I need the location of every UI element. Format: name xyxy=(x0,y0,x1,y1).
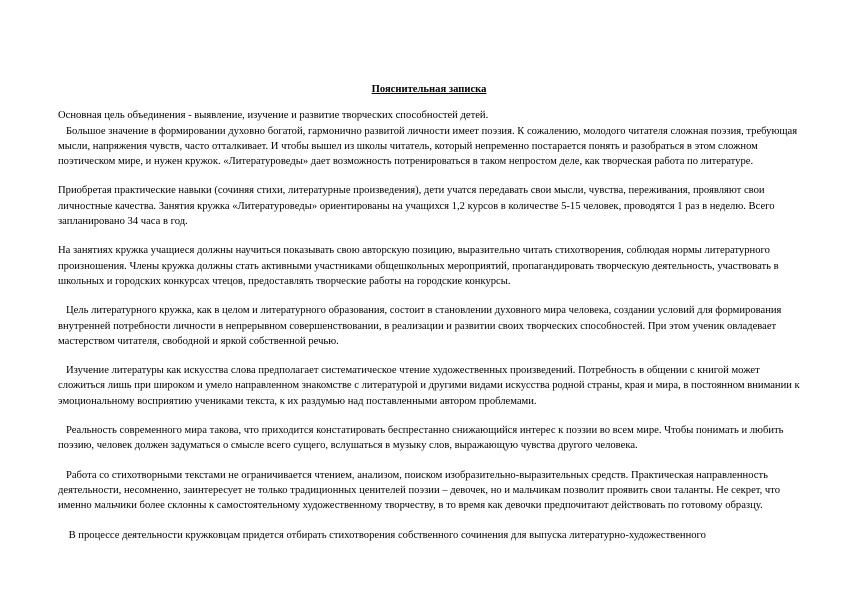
paragraph-practical-skills: Приобретая практические навыки (сочиняя стихи, литературные произведения), дети учатся передавать свои мысли, чувства, переживания, проявляют свои личностные качества. Занятия кружка «Литературоведы» ориентированы на учащихся 1,2 курсов в количестве 5-15 человек, проводятся 1 раз в неделю. Всего запланировано 34 часа в год. xyxy=(58,185,778,228)
paragraph-poetry-importance: Большое значение в формировании духовно богатой, гармонично развитой личности имеет поэзия. К сожалению, молодого читателя сложная поэзия, требующая мысли, напряжения чувств, часто отталкивает. И чтобы вышел из школы читатель, который непременно постарается понять и разобраться в этом сложном поэтическом мире, и нужен кружок. «Литературоведы» дает возможность потренироваться в таком непростом деле, как творческая работа по литературе. xyxy=(58,125,800,168)
paragraph-gap xyxy=(58,409,800,423)
paragraph-gap xyxy=(58,289,800,303)
paragraph-gap xyxy=(58,454,800,468)
paragraph-gap xyxy=(58,229,800,243)
paragraph-poetic-texts: Работа со стихотворными текстами не ограничивается чтением, анализом, поиском изобразительно-выразительных средств. Практическая направленность деятельности, несомненно, заинтересует не только традиционных ценителей поэзии – девочек, но и мальчикам позволит проявить свои таланты. Не секрет, что именно мальчики более склонны к самостоятельному художественному творчеству, в то время как девочки предпочитают действовать по готовому образцу. xyxy=(58,469,783,512)
paragraph-modern-reality: Реальность современного мира такова, что приходится констатировать беспрестанно снижающийся интерес к поэзии во всем мире. Чтобы понимать и любить поэзию, человек должен задуматься о смысле всего сущего, вслушаться в музыку слов, выражающую чувства другого человека. xyxy=(58,425,787,452)
document-title: Пояснительная записка xyxy=(371,84,487,95)
paragraph-literature-study: Изучение литературы как искусства слова предполагает систематическое чтение художественных произведений. Потребность в общении с книгой может сложиться лишь при широком и умело направленном знакомстве с литературой и другими видами искусства родной страны, края и мира, в постоянном внимании к эмоциональному восприятию учениками текста, к их раздумью над поставленными автором проблемами. xyxy=(58,365,803,407)
paragraph-gap xyxy=(58,349,800,363)
paragraph-selection-process: В процессе деятельности кружковцам придется отбирать стихотворения собственного сочинения для выпуска литературно-художественного xyxy=(58,529,706,541)
paragraph-gap xyxy=(58,514,800,528)
paragraph-club-activities: На занятиях кружка учащиеся должны научиться показывать свою авторскую позицию, выразительно читать стихотворения, соблюдая нормы литературного произношения. Члены кружка должны стать активными участниками общешкольных мероприятий, пропагандировать творческую деятельность, участвовать в школьных и городских конкурсах чтецов, предоставлять творческие работы на городские конкурсы. xyxy=(58,245,782,287)
document-page xyxy=(58,82,803,543)
paragraph-club-purpose: Цель литературного кружка, как в целом и литературного образования, состоит в становлении духовного мира человека, создании условий для формирования внутренней потребности личности в непрерывном совершенствовании, в реализации и развитии своих творческих способностей. При этом ученик овладевает мастерством читателя, свободной и яркой собственной речью. xyxy=(58,305,785,347)
paragraph-gap xyxy=(58,169,800,183)
paragraph-goal: Основная цель объединения - выявление, изучение и развитие творческих способностей детей. xyxy=(58,110,489,122)
